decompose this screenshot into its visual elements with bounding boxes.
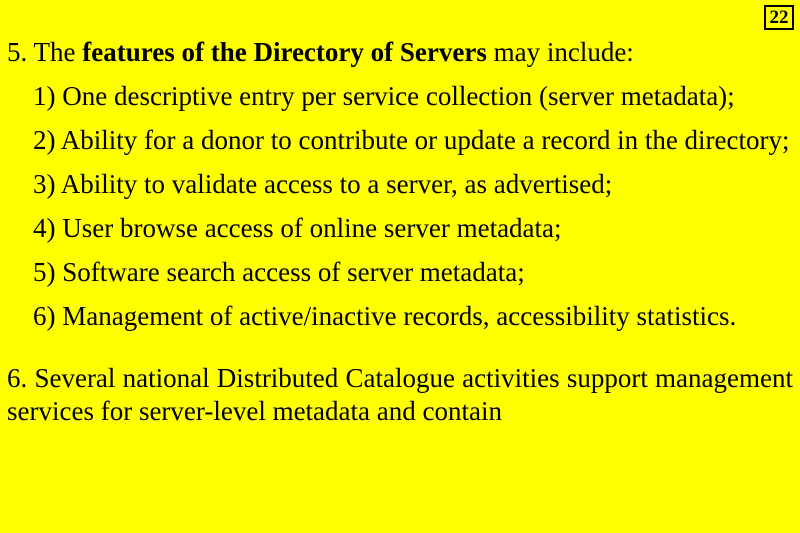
heading-suffix: may include:: [486, 37, 634, 67]
heading-bold: features of the Directory of Servers: [82, 37, 487, 67]
list-item-2: 2) Ability for a donor to contribute or update a record in the directory;: [33, 125, 790, 155]
list-item-1: 1) One descriptive entry per service collection (server metadata);: [33, 81, 735, 111]
slide-content: [7, 36, 793, 428]
heading-prefix: 5. The: [7, 37, 83, 67]
section-heading: [7, 36, 793, 69]
paragraph-6: 6. Several national Distributed Catalogue activities support management services for server-level metadata and contain: [7, 363, 793, 426]
list-item-4: 4) User browse access of online server metadata;: [33, 213, 562, 243]
list-item-5: 5) Software search access of server metadata;: [33, 257, 525, 287]
page-number: 22: [764, 5, 794, 30]
list-item-3: 3) Ability to validate access to a server, as advertised;: [33, 169, 613, 199]
list-item-6: 6) Management of active/inactive records, accessibility statistics.: [33, 301, 737, 331]
